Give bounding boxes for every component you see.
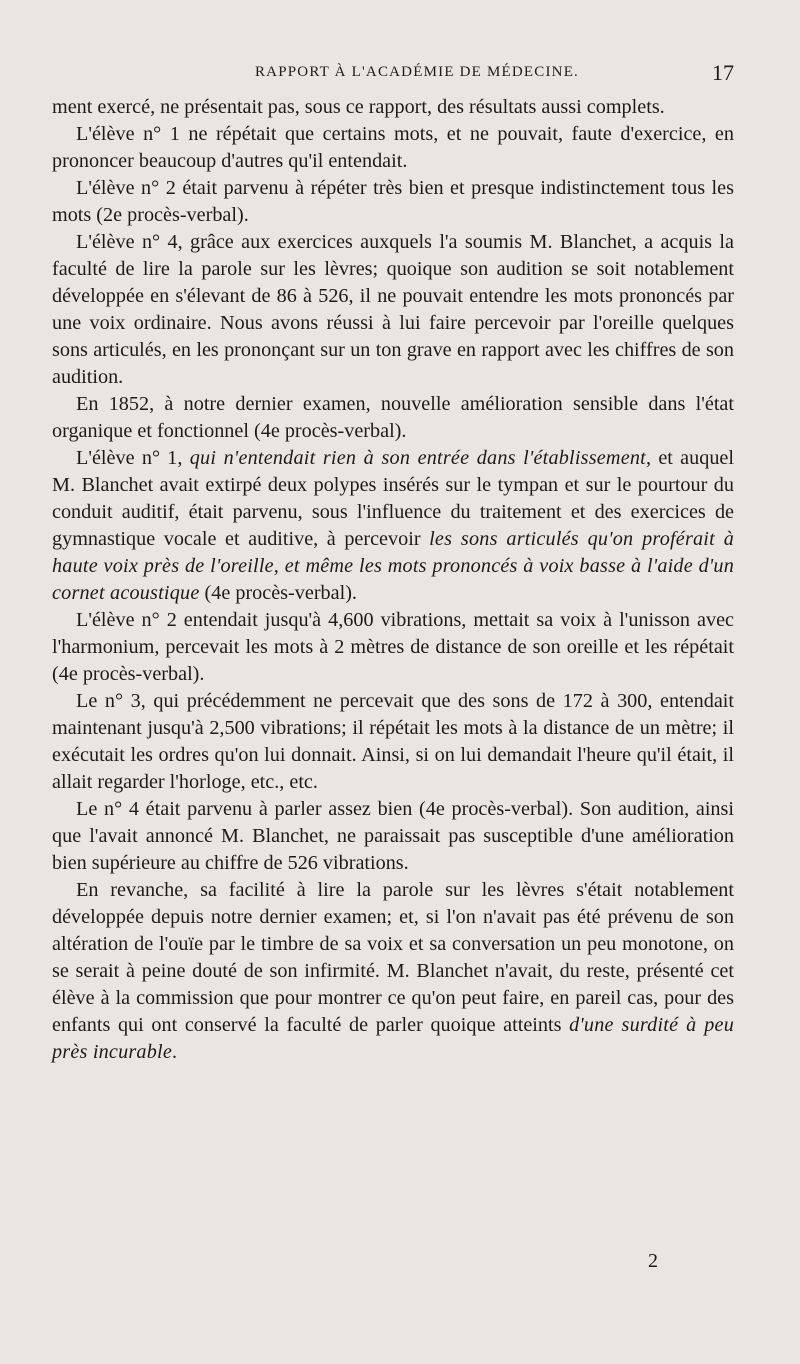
paragraph [52,688,734,796]
paragraph [52,607,734,688]
running-title: RAPPORT À L'ACADÉMIE DE MÉDECINE. [254,64,580,80]
page-header [52,60,734,90]
paragraph [52,121,734,175]
paragraph [52,94,734,121]
text-run: Le n° 4 était parvenu à parler assez bien (4e procès-verbal). Son audition, ainsi que l'avait annoncé M. Blanchet, ne paraissait pas susceptible d'une amélioration bien supérieure au chiffre de 526 vibrations. [52,798,734,874]
paragraph [52,229,734,391]
signature-mark: 2 [648,1250,658,1272]
text-run: . [171,1041,178,1063]
paragraph [52,877,734,1066]
italic-text: les sons articulés qu'on proférait à haute voix près de l'oreille, et même les mots prononcés à voix basse à l'aide d'un cornet acoustique [52,528,734,604]
text-run: L'élève n° 4, grâce aux exercices auxquels l'a soumis M. Blanchet, a acquis la faculté de lire la parole sur les lèvres; quoique son audition se soit notablement développée en s'élevant de 86 à 526, il ne pouvait entendre les mots prononcés par une voix ordinaire. Nous avons réussi à lui faire percevoir par l'oreille quelques sons articulés, en les prononçant sur un ton grave en rapport avec les chiffres de son audition. [52,231,734,388]
text-run: En revanche, sa facilité à lire la parole sur les lèvres s'était notablement développée depuis notre dernier examen; et, si l'on n'avait pas été prévenu de son altération de l'ouïe par le timbre de sa voix et sa conversation un peu monotone, on se serait à peine douté de son infirmité. M. Blanchet n'avait, du reste, présenté cet élève à la commission que pour montrer ce qu'on peut faire, en pareil cas, pour des enfants qui ont conservé la faculté de parler quoique atteints [52,879,734,1036]
italic-text: qui n'entendait rien à son entrée dans l'établissement [189,447,646,469]
text-run: En 1852, à notre dernier examen, nouvelle amélioration sensible dans l'état organique et fonctionnel (4e procès-verbal). [52,393,734,442]
text-run: L'élève n° 1, [76,447,190,469]
text-run: L'élève n° 2 entendait jusqu'à 4,600 vibrations, mettait sa voix à l'unisson avec l'harmonium, percevait les mots à 2 mètres de distance de son oreille et les répétait (4e procès-verbal). [52,609,734,685]
body-text [52,94,734,1066]
text-run: L'élève n° 1 ne répétait que certains mots, et ne pouvait, faute d'exercice, en prononcer beaucoup d'autres qu'il entendait. [52,123,734,172]
text-run: L'élève n° 2 était parvenu à répéter très bien et presque indistinctement tous les mots (2e procès-verbal). [52,177,734,226]
text-run: , et auquel M. Blanchet avait extirpé deux polypes insérés sur le tympan et sur le pourtour du conduit auditif, était parvenu, sous l'influence du traitement et des exercices de gymnastique vocale et auditive, à percevoir [52,447,734,550]
paragraph [52,796,734,877]
italic-text: d'une surdité à peu près incurable [52,1014,734,1063]
paragraph [52,391,734,445]
text-run: (4e procès-verbal). [199,582,357,604]
text-run: Le n° 3, qui précédemment ne percevait que des sons de 172 à 300, entendait maintenant jusqu'à 2,500 vibrations; il répétait les mots à la distance de un mètre; il exécutait les ordres qu'on lui donnait. Ainsi, si on lui demandait l'heure qu'il était, il allait regarder l'horloge, etc., etc. [52,690,734,793]
paragraph [52,445,734,607]
paragraph [52,175,734,229]
text-run: ment exercé, ne présentait pas, sous ce rapport, des résultats aussi complets. [52,96,665,118]
page-number: 17 [712,60,734,85]
